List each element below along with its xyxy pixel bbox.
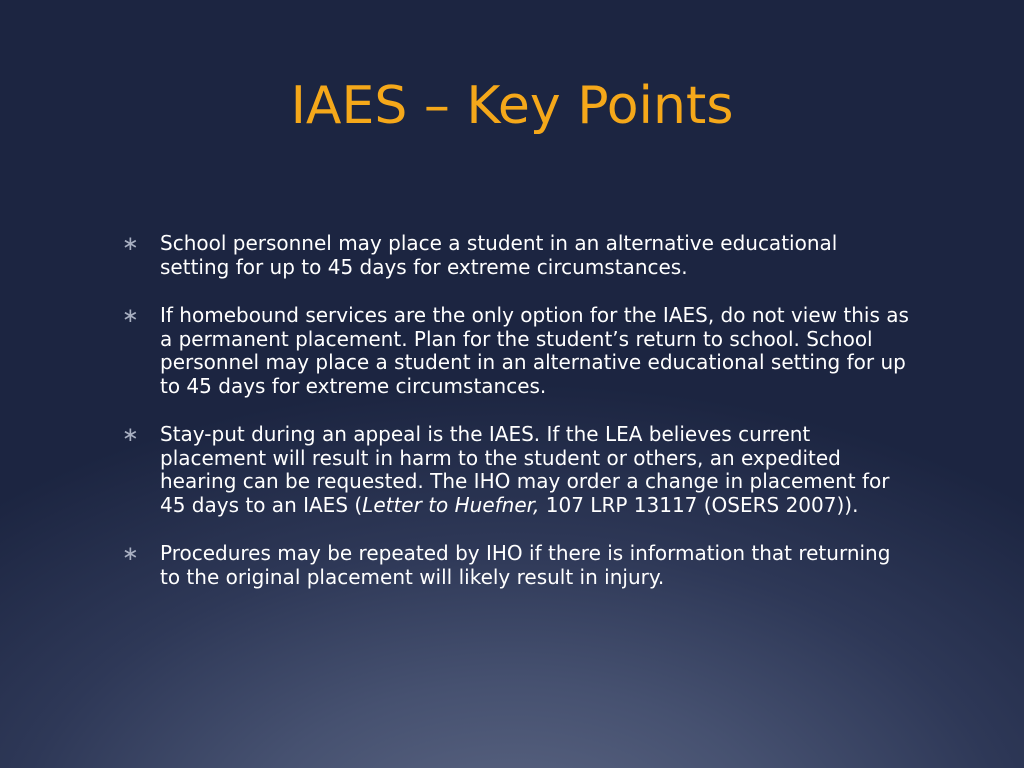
bullet-item [120,542,910,589]
asterisk-bullet-icon: ∗ [122,422,139,446]
bullet-text-before-citation: Stay-put during an appeal is the IAES. If the LEA believes current placement will result in harm to the student or others, an expedited hearing can be requested. The IHO may order a change in placement for 45 days to an IAES ( [160,422,890,517]
slide-title: IAES – Key Points [290,76,734,136]
bullet-text: School personnel may place a student in an alternative educational setting for up to 45 days for extreme circumstances. [160,231,838,279]
bullet-text: If homebound services are the only option for the IAES, do not view this as a permanent placement. Plan for the student’s return to school. School personnel may place a student in an alternative educational setting for up to 45 days for extreme circumstances. [160,303,909,398]
case-citation: Letter to Huefner, [362,492,540,517]
bullet-item [120,423,910,517]
asterisk-bullet-icon: ∗ [122,541,139,565]
bullet-text [160,423,910,517]
bullet-list [120,232,910,614]
bullet-text-after-citation: 107 LRP 13117 (OSERS 2007)). [539,492,859,517]
bullet-text: Procedures may be repeated by IHO if there is information that returning to the original placement will likely result in injury. [160,541,891,589]
bullet-item [120,232,910,279]
asterisk-bullet-icon: ∗ [122,303,139,327]
bullet-item [120,304,910,398]
asterisk-bullet-icon: ∗ [122,231,139,255]
